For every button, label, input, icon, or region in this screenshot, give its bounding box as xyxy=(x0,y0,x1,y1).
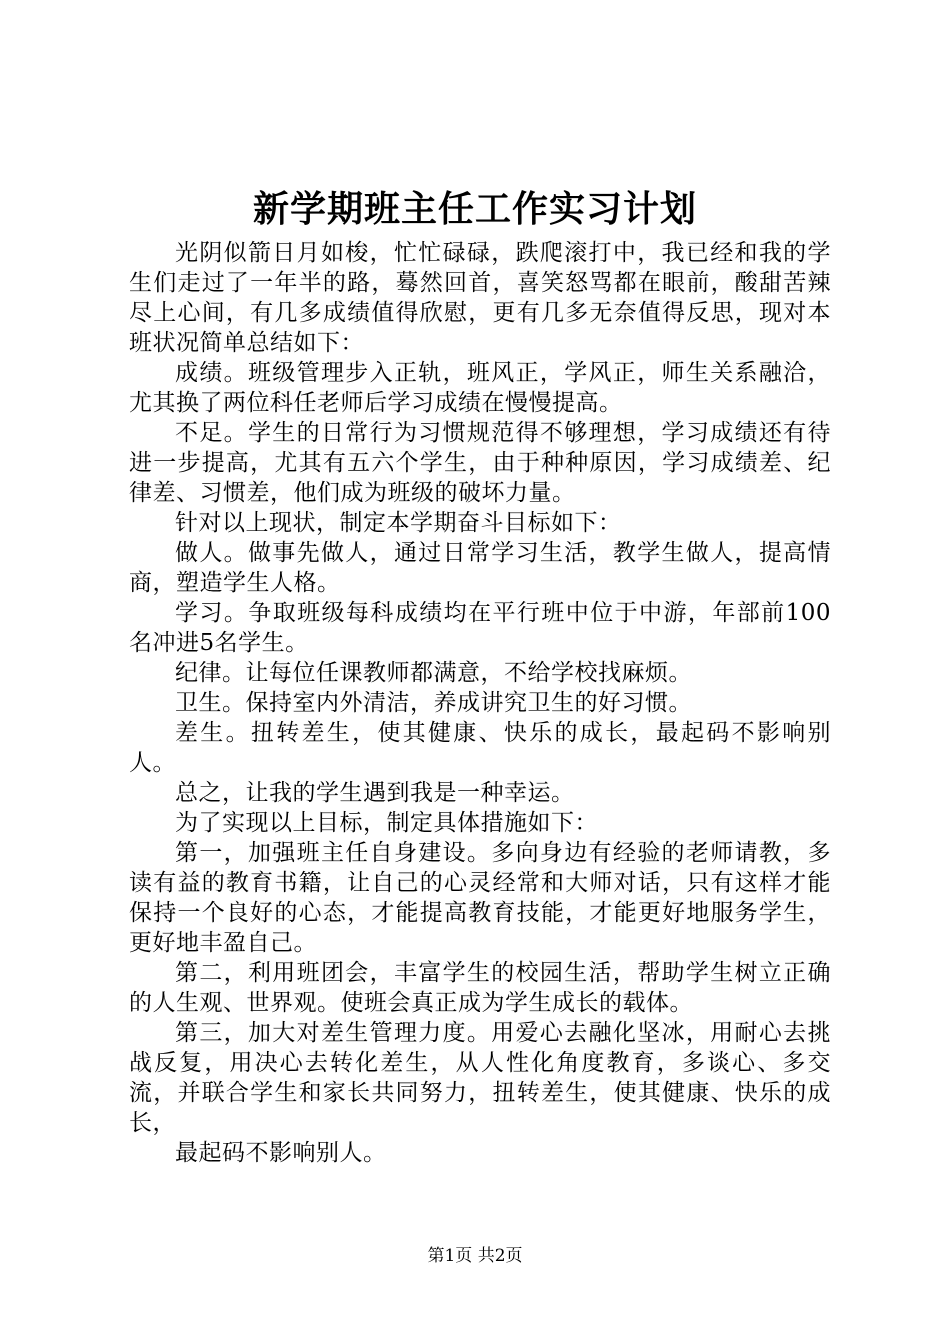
paragraph: 为了实现以上目标，制定具体措施如下： xyxy=(175,810,598,836)
paragraph: 学习。争取班级每科成绩均在平行班中位于中游，年部前100名冲进5名学生。 xyxy=(129,600,831,656)
paragraph: 第三，加大对差生管理力度。用爱心去融化坚冰，用耐心去挑战反复，用决心去转化差生，从人性化角度教育，多谈心、多交流，并联合学生和家长共同努力，扭转差生，使其健康、快乐的成长， xyxy=(129,1020,831,1136)
document-body xyxy=(129,238,831,1168)
paragraph: 第二，利用班团会，丰富学生的校园生活，帮助学生树立正确的人生观、世界观。使班会真正成为学生成长的载体。 xyxy=(129,960,831,1016)
paragraph: 卫生。保持室内外清洁，养成讲究卫生的好习惯。 xyxy=(175,690,692,716)
paragraph: 总之，让我的学生遇到我是一种幸运。 xyxy=(175,780,575,806)
paragraph: 最起码不影响别人。 xyxy=(175,1140,387,1166)
paragraph: 纪律。让每位任课教师都满意，不给学校找麻烦。 xyxy=(175,660,692,686)
document-title: 新学期班主任工作实习计划 xyxy=(252,188,697,230)
paragraph: 不足。学生的日常行为习惯规范得不够理想，学习成绩还有待进一步提高，尤其有五六个学生，由于种种原因，学习成绩差、纪律差、习惯差，他们成为班级的破坏力量。 xyxy=(129,420,831,506)
page-number-footer: 第1页 共2页 xyxy=(427,1246,523,1266)
paragraph: 针对以上现状，制定本学期奋斗目标如下： xyxy=(175,510,622,536)
paragraph: 做人。做事先做人，通过日常学习生活，教学生做人，提高情商，塑造学生人格。 xyxy=(129,540,831,596)
paragraph: 光阴似箭日月如梭，忙忙碌碌，跌爬滚打中，我已经和我的学生们走过了一年半的路，蓦然回首，喜笑怒骂都在眼前，酸甜苦辣尽上心间，有几多成绩值得欣慰，更有几多无奈值得反思，现对本班状况简单总结如下： xyxy=(129,240,831,356)
paragraph: 第一，加强班主任自身建设。多向身边有经验的老师请教，多读有益的教育书籍，让自己的心灵经常和大师对话，只有这样才能保持一个良好的心态，才能提高教育技能，才能更好地服务学生，更好地丰盈自己。 xyxy=(129,840,831,956)
paragraph: 差生。扭转差生，使其健康、快乐的成长，最起码不影响别人。 xyxy=(129,720,831,776)
paragraph: 成绩。班级管理步入正轨，班风正，学风正，师生关系融洽，尤其换了两位科任老师后学习成绩在慢慢提高。 xyxy=(129,360,831,416)
